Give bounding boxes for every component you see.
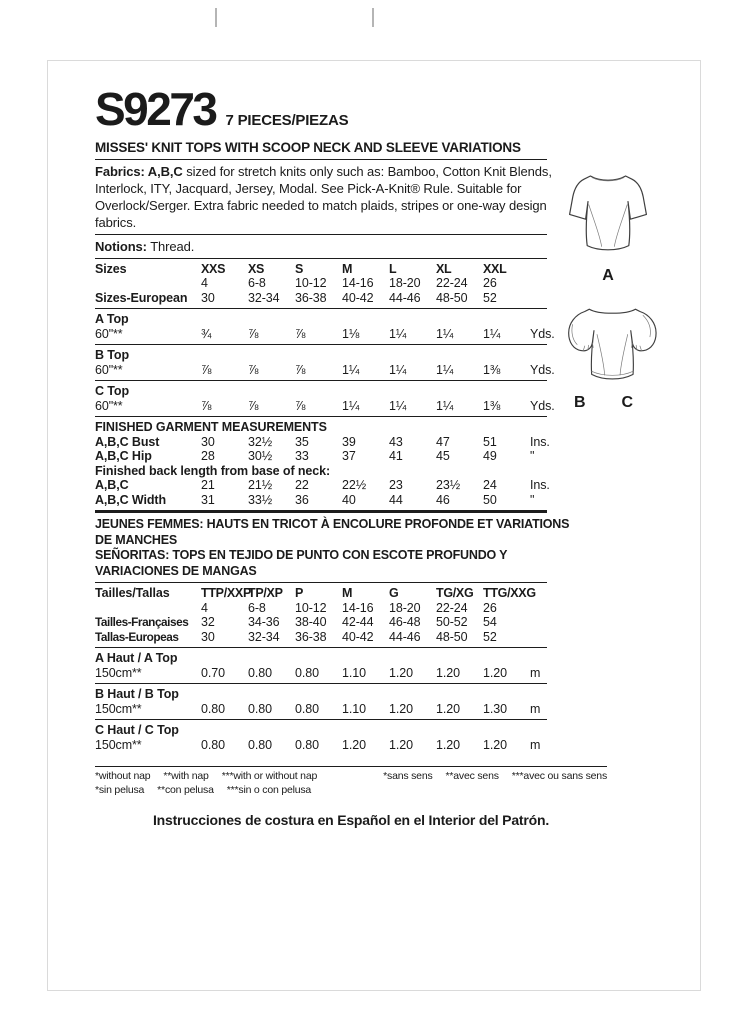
table-cell: 33 [295,449,309,463]
table-cell: 40-42 [342,290,374,305]
table-cell: 0.80 [295,737,319,752]
yardage-cells [201,363,530,378]
fabric-width: 60"** [95,362,123,377]
table-cell: 1.10 [342,665,366,680]
figure-c-label: C [621,394,633,411]
spanish-instructions-note: Instrucciones de costura en Español en el Interior del Patrón. [152,812,550,828]
table-cell: 49 [483,449,497,463]
table-cell: 1¼ [342,398,360,413]
row-label: A,B,C Bust [95,434,160,449]
table-cell: 1.20 [389,665,413,680]
table-cell: 28 [201,449,215,463]
top-b-name: B Top [95,348,129,362]
footnote-item: **with nap [163,770,209,782]
table-cell: 38-40 [295,615,327,629]
divider [95,159,547,160]
table-cell: G [389,586,399,600]
top-b-yardage-row [95,363,607,378]
row-label: A,B,C [95,478,129,492]
tailles-francaises-row [95,615,607,630]
top-c-name: C Top [95,384,129,398]
table-cell: 1.20 [483,665,507,680]
unit-label: m [530,665,541,680]
table-cell: P [295,586,304,600]
table-cell: ⅞ [295,362,306,377]
sizes-header-row [95,262,607,277]
table-cell: 4 [201,276,208,290]
table-cell: 32½ [248,434,273,449]
divider [95,683,547,684]
fabric-width: 60"** [95,326,123,341]
table-cell: 1⅛ [342,326,360,341]
table-cell: 36-38 [295,290,327,305]
table-cell: XXS [201,261,226,276]
haut-a-metric-row [95,666,607,681]
footnote-item: **avec sens [445,770,499,782]
fabric-width: 150cm** [95,737,142,752]
footnote-divider [95,766,607,767]
table-cell: TTG/XXG [483,586,536,600]
table-cell: 22 [295,478,309,492]
row-label: Tailles/Tallas [95,586,170,600]
table-cell: S [295,261,304,276]
tallas-europeas-row [95,630,607,645]
table-cell: ⅞ [248,398,259,413]
heading-spanish: SEÑORITAS: TOPS EN TEJIDO DE PUNTO CON ESCOTE PROFUNDO Y VARIACIONES DE MANGAS [95,548,508,578]
measurement-cells [201,449,530,464]
table-cell: 10-12 [295,276,327,290]
width-row [95,493,607,508]
back-length-title: Finished back length from base of neck: [95,463,331,478]
table-cell: ⅞ [201,362,212,377]
table-cell: 50-52 [436,615,468,629]
haut-b-name: B Haut / B Top [95,687,179,701]
row-label: Tallas-Europeas [95,629,179,644]
table-cell: L [389,261,397,276]
table-cell: 0.70 [201,665,225,680]
table-cell: 40-42 [342,629,374,644]
table-cell: 14-16 [342,276,374,290]
table-cell: 46 [436,492,450,507]
table-cell: ⅞ [248,326,259,341]
footnote-item: **con pelusa [157,784,214,796]
table-cell: 0.80 [201,701,225,716]
table-cell: 0.80 [201,737,225,752]
table-cell: 1.20 [483,737,507,752]
table-cell: M [342,586,353,600]
table-cell: 54 [483,615,497,629]
size-number-cells [201,276,530,291]
notions-label: Notions: [95,238,147,254]
unit-label: m [530,701,541,716]
unit-label: m [530,737,541,752]
metric-cells [201,738,530,753]
main-content [95,83,607,828]
table-cell: 35 [295,434,309,449]
table-cell: ⅞ [201,398,212,413]
table-cell: 18-20 [389,276,421,290]
fabric-width: 150cm** [95,665,142,680]
table-cell: 26 [483,276,497,290]
top-a-yardage-row [95,327,607,342]
fabrics-paragraph [95,163,565,231]
table-cell: 32-34 [248,629,280,644]
table-cell: 0.80 [248,737,272,752]
pattern-number: S9273 [95,83,216,135]
table-cell: 43 [389,434,403,449]
table-cell: 1¼ [389,398,407,413]
haut-a-name: A Haut / A Top [95,651,178,665]
table-cell: 1.20 [436,737,460,752]
table-cell: M [342,261,353,276]
european-size-cells [201,630,530,645]
table-cell: 1⅜ [483,362,501,377]
divider [95,582,547,583]
figure-views-b-c [557,300,657,412]
footnotes-english [95,770,330,783]
divider [95,416,547,417]
table-cell: 1¼ [389,326,407,341]
table-cell: 1¼ [436,362,454,377]
table-cell: 6-8 [248,600,266,615]
size-name-cells [201,262,530,277]
pieces-count: 7 PIECES/PIEZAS [225,112,349,129]
measurement-cells [201,435,530,450]
fgm-bust-row [95,435,607,450]
divider [95,308,547,309]
row-label: Tailles-Françaises [95,615,189,629]
table-cell: 36-38 [295,629,327,644]
table-cell: 41 [389,449,403,463]
top-a-name: A Top [95,312,129,326]
table-cell: ⅞ [295,398,306,413]
table-cell: ⅞ [248,362,259,377]
row-label: Sizes-European [95,290,188,305]
notions-line [95,238,565,255]
notions-text: Thread. [146,238,195,254]
unit-label: Yds. [530,362,555,377]
table-cell: 1⅜ [483,398,501,413]
divider [95,258,547,259]
table-cell: 31 [201,492,215,507]
table-cell: 6-8 [248,276,266,290]
row-label: A,B,C Hip [95,449,152,463]
top-c-yardage-row [95,399,607,414]
table-cell: XXL [483,261,507,276]
table-cell: 1¼ [436,326,454,341]
table-cell: 30 [201,434,215,449]
table-cell: XS [248,261,265,276]
table-cell: 44-46 [389,629,421,644]
table-cell: 30 [201,629,215,644]
table-cell: 24 [483,478,497,492]
table-cell: TP/XP [248,586,283,600]
footnote-item: *without nap [95,770,151,782]
heading-french: JEUNES FEMMES: HAUTS EN TRICOT À ENCOLURE PROFONDE ET VARIATIONS DE MANCHES [95,517,570,547]
table-cell: 23½ [436,478,461,492]
figure-b-c-labels [557,394,657,412]
table-cell: 32 [201,615,215,629]
figure-a-label: A [602,267,614,284]
table-cell: 0.80 [248,665,272,680]
table-cell: ¾ [201,326,212,341]
fabrics-text: sized for stretch knits only such as: Bamboo, Cotton Knit Blends, Interlock, ITY, Jacquard, Jersey, Modal. See Pick-A-Knit® Rule. Suitable for Overlock/Serger. Extra fabric needed to match plaids, stripes or one-way design fabrics. [95,163,552,230]
table-cell: 1.20 [436,665,460,680]
registration-tick [372,8,374,27]
table-cell: 52 [483,629,497,644]
table-cell: 51 [483,434,497,449]
table-cell: 26 [483,600,497,615]
table-cell: 18-20 [389,600,421,615]
metric-cells [201,702,530,717]
divider [95,719,547,720]
haut-c-name: C Haut / C Top [95,723,179,737]
table-cell: 46-48 [389,615,421,629]
table-cell: 34-36 [248,615,280,629]
footnotes-french [383,770,607,783]
table-cell: 44 [389,492,403,507]
unit-label: Yds. [530,398,555,413]
table-cell: 39 [342,434,356,449]
top-b-c-back-view-drawing [557,300,657,392]
divider [95,344,547,345]
sizes-european-row [95,291,607,306]
row-label: A,B,C Width [95,492,166,507]
table-cell: 36 [295,492,309,507]
unit-label: Ins. [530,434,550,449]
tailles-header-row [95,586,607,601]
european-size-cells [201,291,530,306]
yardage-cells [201,399,530,414]
top-a-back-view-drawing [560,168,656,264]
table-cell: 1.20 [389,737,413,752]
section-divider [95,510,547,513]
table-cell: 0.80 [248,701,272,716]
table-cell: 22-24 [436,600,468,615]
measurement-cells [201,478,530,493]
table-cell: 23 [389,478,403,492]
table-cell: 45 [436,449,450,463]
table-cell: TTP/XXP [201,586,251,600]
unit-label: " [530,492,535,507]
footnote-item: *sans sens [383,770,433,782]
yardage-cells [201,327,530,342]
table-cell: 33½ [248,492,273,507]
table-cell: 1.30 [483,701,507,716]
table-cell: 10-12 [295,600,327,615]
unit-label: Yds. [530,326,555,341]
table-cell: 30½ [248,449,273,463]
table-cell: ⅞ [295,326,306,341]
figure-view-a [560,168,656,285]
fabrics-label: Fabrics: A,B,C [95,163,183,179]
fabric-width: 150cm** [95,701,142,716]
table-cell: 21 [201,478,215,492]
table-cell: 48-50 [436,629,468,644]
table-cell: 0.80 [295,701,319,716]
table-cell: 4 [201,600,208,615]
table-cell: 47 [436,434,450,449]
brand-header [95,83,607,136]
table-cell: 32-34 [248,290,280,305]
table-cell: 1.20 [342,737,366,752]
footnotes-line-2 [95,784,607,797]
table-cell: 14-16 [342,600,374,615]
unit-label: Ins. [530,478,550,492]
table-cell: 37 [342,449,356,463]
table-cell: 40 [342,492,356,507]
table-cell: 42-44 [342,615,374,629]
row-label: Sizes [95,261,127,276]
table-cell: XL [436,261,452,276]
table-cell: 1¼ [483,326,501,341]
table-cell: 1.10 [342,701,366,716]
table-cell: 48-50 [436,290,468,305]
size-name-cells [201,586,536,601]
table-cell: 52 [483,290,497,305]
divider [95,380,547,381]
pattern-title: MISSES' KNIT TOPS WITH SCOOP NECK AND SLEEVE VARIATIONS [95,140,521,155]
footnotes-spanish [95,784,311,797]
fabric-width: 60"** [95,398,123,413]
haut-b-metric-row [95,702,607,717]
divider [95,234,547,235]
haut-c-metric-row [95,738,607,753]
figure-b-label: B [574,394,586,411]
divider [95,647,547,648]
footnote-item: ***with or without nap [221,770,318,782]
registration-tick [215,8,217,27]
table-cell: 50 [483,492,497,507]
table-cell: 0.80 [295,665,319,680]
footnotes-line-1 [95,770,607,783]
table-cell: 21½ [248,478,273,492]
footnote-item: ***avec ou sans sens [511,770,607,782]
fgm-hip-row [95,449,607,464]
table-cell: 1¼ [436,398,454,413]
table-cell: 1.20 [436,701,460,716]
measurement-cells [201,493,530,508]
back-length-row [95,478,607,493]
table-cell: 30 [201,290,215,305]
footnote-item: ***sin o con pelusa [226,784,312,796]
metric-cells [201,666,530,681]
size-number-cells [201,601,530,616]
table-cell: 1.20 [389,701,413,716]
french-size-cells [201,615,530,630]
tailles-numbers-row [95,601,607,616]
table-cell: TG/XG [436,586,474,600]
footnote-item: *sin pelusa [95,784,145,796]
table-cell: 1¼ [342,362,360,377]
table-cell: 44-46 [389,290,421,305]
fgm-title: FINISHED GARMENT MEASUREMENTS [95,420,327,434]
table-cell: 22-24 [436,276,468,290]
table-cell: 1¼ [389,362,407,377]
table-cell: 22½ [342,478,367,492]
unit-label: " [530,449,535,463]
size-numbers-row [95,276,607,291]
